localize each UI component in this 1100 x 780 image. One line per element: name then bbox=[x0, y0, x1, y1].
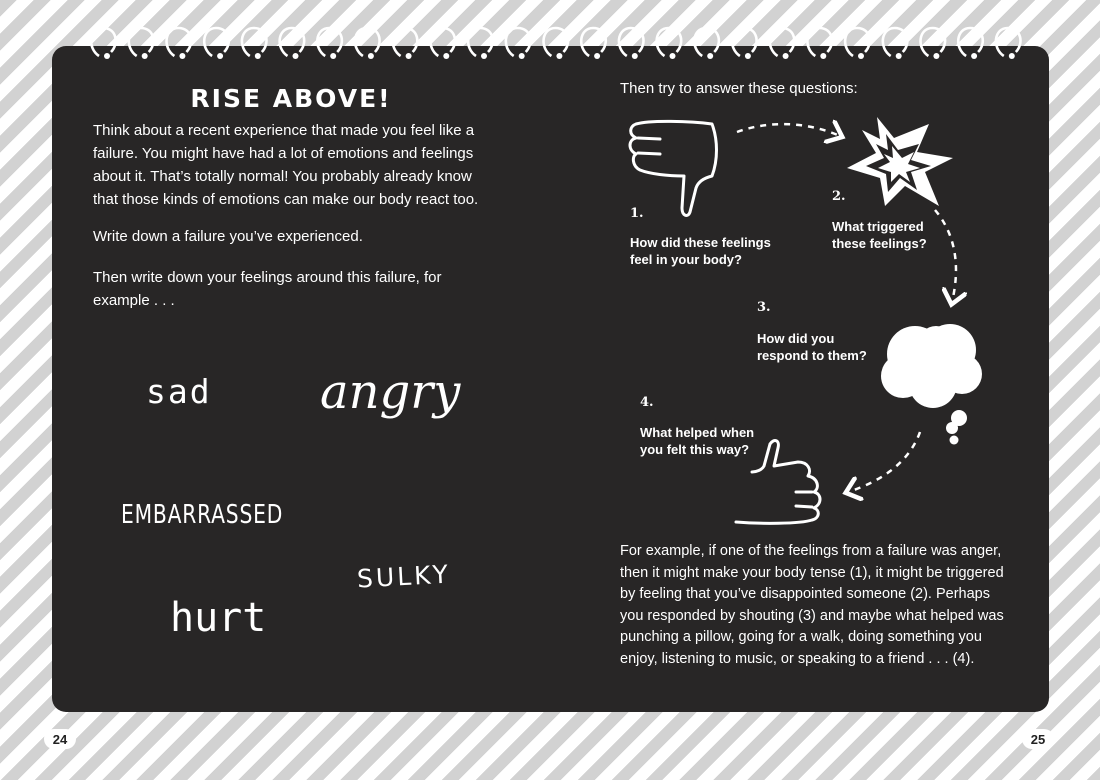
feeling-word-sulky: SULKY bbox=[356, 559, 452, 594]
feeling-word-embarrassed: EMBARRASSED bbox=[121, 500, 284, 530]
question-number-2: 2. bbox=[832, 189, 846, 204]
question-text-3: How did you respond to them? bbox=[757, 331, 867, 363]
intro-paragraph: Think about a recent experience that made you feel like a failure. You might have had a lot of emotions and feelings about it. That’s totally normal! You probably already know that those kinds of emotions can make our body react too. bbox=[93, 122, 479, 208]
page-number-left: 24 bbox=[44, 729, 76, 749]
page-title: RISE ABOVE! bbox=[190, 84, 392, 113]
example-paragraph: For example, if one of the feelings from a failure was anger, then it might make your body tense (1), it might be triggered by feeling that you’ve disappointed someone (2). Perhaps you responded by shouting (3) and maybe what helped was punching a pillow, going for a walk, doing something you enjoy, listening to music, or speaking to a friend . . . (4). bbox=[620, 543, 1004, 667]
write-feelings-prompt: Then write down your feelings around this failure, for example . . . bbox=[93, 269, 442, 309]
write-failure-prompt: Write down a failure you’ve experienced. bbox=[93, 228, 363, 245]
question-number-4: 4. bbox=[640, 395, 654, 410]
feeling-word-sad: sad bbox=[146, 372, 212, 411]
questions-intro: Then try to answer these questions: bbox=[620, 80, 858, 97]
question-text-4: What helped when you felt this way? bbox=[640, 425, 755, 457]
question-text-2: What triggered these feelings? bbox=[832, 219, 927, 251]
question-number-3: 3. bbox=[757, 300, 771, 315]
question-text-1: How did these feelings feel in your body? bbox=[630, 235, 771, 267]
page-number-right: 25 bbox=[1022, 729, 1054, 749]
question-number-1: 1. bbox=[630, 206, 644, 221]
feeling-word-angry: angry bbox=[320, 364, 461, 420]
feeling-word-hurt: hurt bbox=[170, 595, 267, 641]
